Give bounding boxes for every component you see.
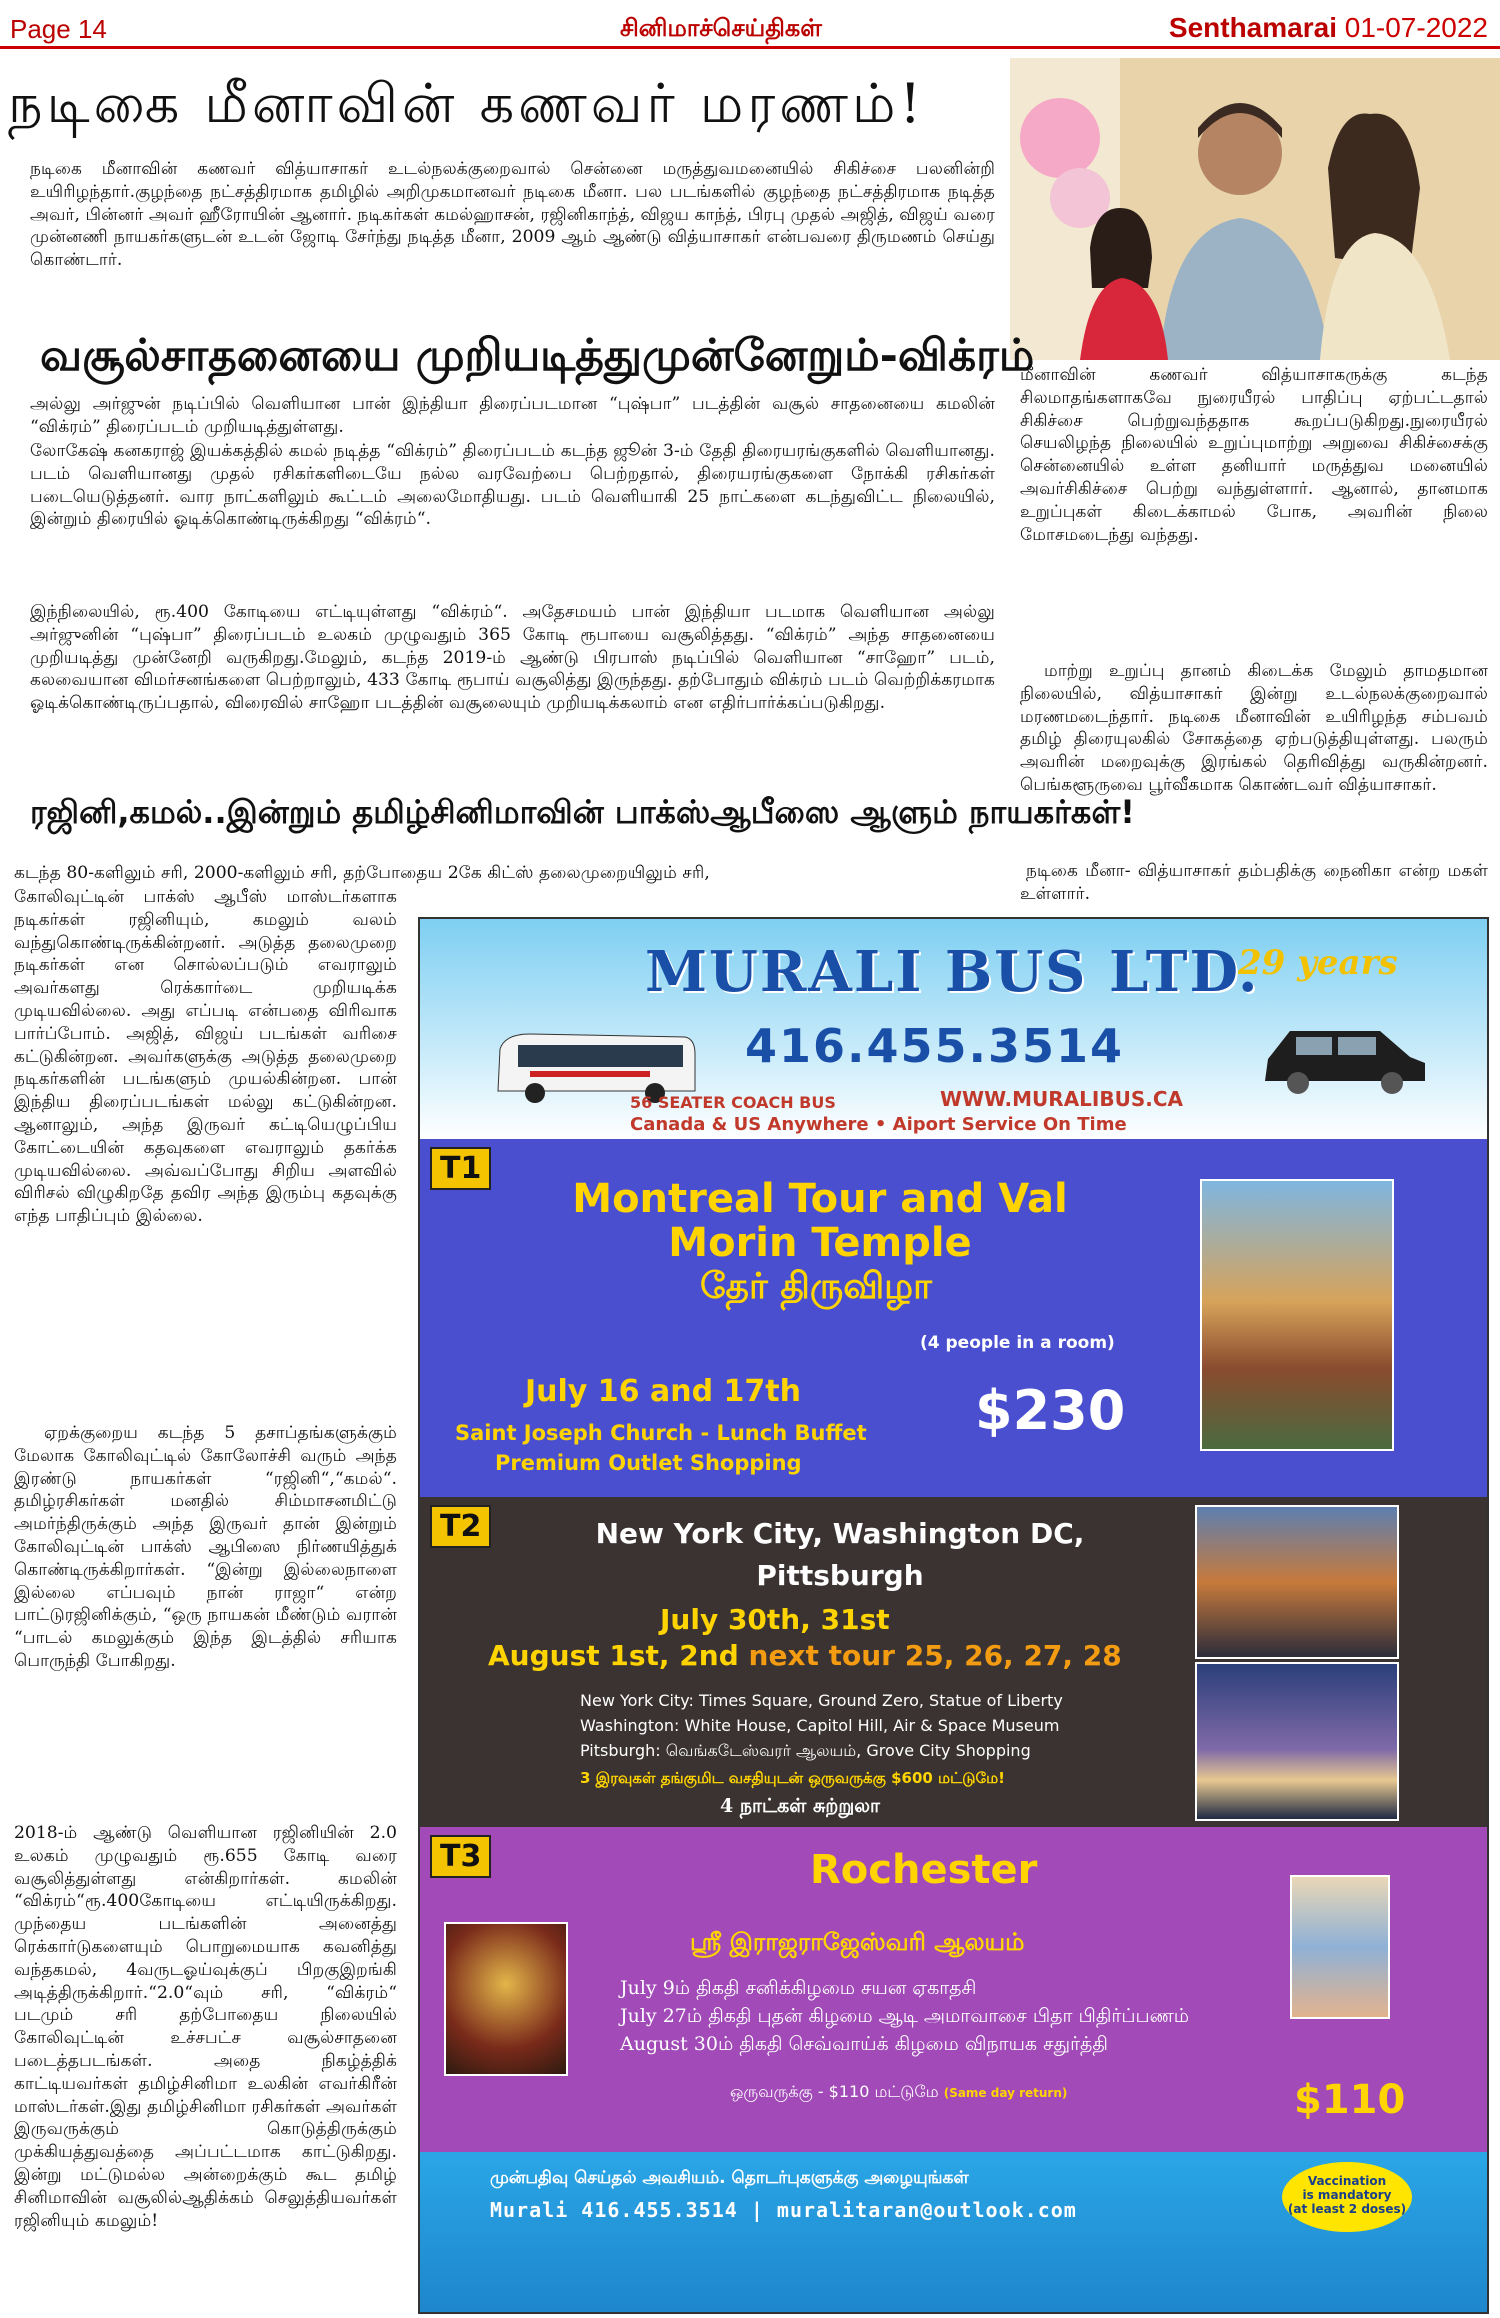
ad-footer (420, 2152, 1487, 2312)
t2-line5: 4 நாட்கள் சுற்றுலா (720, 1795, 880, 1817)
section-title: சினிமாச்செய்திகள் (620, 14, 822, 42)
vaccine-line1: Vaccination (1307, 2174, 1387, 2188)
t2-line1: New York City: Times Square, Ground Zero, Statue of Liberty (580, 1691, 1063, 1710)
shiva-photo (1290, 1875, 1390, 2019)
issue-date: 01-07-2022 (1344, 12, 1488, 43)
tag-t3: T3 (430, 1835, 491, 1878)
t1-line1: Saint Joseph Church - Lunch Buffet (455, 1421, 867, 1445)
vaccine-line2: is mandatory (1302, 2188, 1392, 2202)
page-header (0, 10, 1500, 49)
t1-title: Montreal Tour and Val Morin Temple (572, 1176, 1068, 1266)
article1-title: நடிகை மீனாவின் கணவர் மரணம்! (8, 72, 926, 135)
article3-col1: கோலிவுட்டின் பாக்ஸ் ஆபீஸ் மாஸ்டர்களாக நடிகர்கள் ரஜினியும், கமலும் வலம் வந்துகொண்டிருக்கின்றனர். அடுத்த தலைமுறை நடிகர்கள் என சொல்லப்படும் எவராலும் அவர்களது ரெக்கார்டை முறியடிக்க முடியவில்லை. அது எப்படி என்பதை விரிவாக பார்ப்போம். அஜித், விஜய் படங்கள் வரிசை கட்டுகின்றன. அவர்களுக்கு அடுத்த தலைமுறை நடிகர்களின் படங்களும் முயல்கின்றன. பான் இந்திய திரைப்படங்கள் மல்லு கட்டுகின்றன. ஆனாலும், அந்த இருவர் கட்டியெழுப்பிய கோட்டையின் கதவுகளை எவராலும் தகர்க்க முடியவில்லை. அவ்வப்போது சிறிய அளவில் விரிசல் விழுகிறதே தவிர அந்த இரும்பு கதவுக்கு எந்த பாதிப்பும் இல்லை. (14, 887, 397, 1227)
service-line: Canada & US Anywhere • Aiport Service On Time (630, 1114, 1127, 1135)
article2-para1: அல்லு அர்ஜுன் நடிப்பில் வெளியான பான் இந்தியா திரைப்படமான “புஷ்பா” படத்தின் வசூல் சாதனையை கமலின் “விக்ரம்” திரைப்படம் முறியடித்துள்ளது. (30, 394, 995, 437)
article3-col2: ஏறக்குறைய கடந்த 5 தசாப்தங்களுக்கும் மேலாக கோலிவுட்டில் கோலோச்சி வரும் அந்த இரண்டு நாயகர்கள் “ரஜினி“,“கமல்“. தமிழ்ரசிகர்கள் மனதில் சிம்மாசனமிட்டு அமர்ந்திருக்கும் அந்த இருவர் தான் இன்றும் கோலிவுட்டின் பாக்ஸ் ஆபிஸை நிர்ணயித்துக் கொண்டிருக்கிறார்கள். “இன்று இல்லைநாளை இல்லை எப்பவும் நான் ராஜா“ என்ற பாட்டுரஜினிக்கும், “ஒரு நாயகன் மீண்டும் வரான் “பாடல் கமலுக்கும் இந்த இடத்தில் சரியாக பொருந்தி போகிறது. (14, 1423, 397, 1671)
capitol-hill-photo (1195, 1662, 1399, 1821)
t3-date2: July 27ம் திகதி புதன் கிழமை ஆடி அமாவாசை பிதா பிதிர்ப்பணம் (620, 2005, 1190, 2027)
times-square-photo (1195, 1505, 1399, 1659)
years-badge: 29 years (1238, 943, 1398, 983)
booking-note: முன்பதிவு செய்தல் அவசியம். தொடர்புகளுக்கு அழையுங்கள் (490, 2168, 969, 2188)
t2-dates2-main: August 1st, 2nd (488, 1639, 739, 1672)
article3-lead: கடந்த 80-களிலும் சரி, 2000-களிலும் சரி, தற்போதைய 2கே கிட்ஸ் தலைமுறையிலும் சரி, (14, 863, 710, 883)
vaccine-line3: (at least 2 doses) (1287, 2202, 1407, 2216)
t3-title: Rochester (810, 1847, 1038, 1893)
t2-next-tour: next tour 25, 26, 27, 28 (738, 1639, 1122, 1672)
tour-t1 (420, 1139, 1487, 1497)
website: WWW.MURALIBUS.CA (940, 1087, 1183, 1111)
t3-temple: ஸ்ரீ இராஜராஜேஸ்வரி ஆலயம் (690, 1927, 1025, 1956)
tour-t3 (420, 1827, 1487, 2152)
article2-para2: லோகேஷ் கனகராஜ் இயக்கத்தில் கமல் நடித்த “விக்ரம்” திரைப்படம் கடந்த ஜூன் 3-ம் தேதி திரையரங்குகளில் வெளியானது. படம் வெளியானது முதல் ரசிகர்களிடையே நல்ல வரவேற்பை பெற்றதால், திரையரங்குகளை நோக்கி ரசிகர்கள் படையெடுத்தனர். வார நாட்களிலும் கூட்டம் அலைமோதியது. படம் வெளியாகி 25 நாட்களை கடந்துவிட்ட நிலையில், இன்றும் திரையில் ஓடிக்கொண்டிருக்கிறது “விக்ரம்“. (30, 441, 995, 530)
t3-per-text: ஒருவருக்கு - $110 மட்டுமே (730, 2082, 939, 2101)
masthead: Senthamarai (1168, 12, 1337, 43)
t3-same-day: (Same day return) (943, 2086, 1068, 2100)
article2-title: வசூல்சாதனையை முறியடித்துமுன்னேறும்-விக்ரம் (40, 330, 1035, 381)
tag-t1: T1 (430, 1147, 491, 1190)
t3-date3: August 30ம் திகதி செவ்வாய்க் கிழமை விநாயக சதுர்த்தி (620, 2033, 1108, 2055)
t3-date1: July 9ம் திகதி சனிக்கிழமை சயன ஏகாதசி (620, 1977, 977, 1999)
contact-line: Murali 416.455.3514 | muralitaran@outlook.com (490, 2198, 1077, 2222)
t1-line2: Premium Outlet Shopping (495, 1451, 802, 1475)
t1-room-note: (4 people in a room) (920, 1333, 1115, 1353)
suv-image (1260, 1019, 1430, 1103)
t1-price: $230 (975, 1379, 1126, 1442)
article1-side-text2: மாற்று உறுப்பு தானம் கிடைக்க மேலும் தாமதமான நிலையில், வித்யாசாகர் இன்று உடல்நலக்குறைவால் மரணமடைந்தார். நடிகை மீனாவின் உயிரிழந்த சம்பவம் தமிழ் திரையுலகில் சோகத்தை ஏற்படுத்தியுள்ளது. பலரும் அவரின் மறைவுக்கு இரங்கல் தெரிவித்து வருகின்றனர். பெங்களூருவை பூர்வீகமாக கொண்டவர் வித்யாசாகர். (1020, 661, 1488, 795)
chariot-festival-photo (1200, 1179, 1394, 1451)
article3-col3: 2018-ம் ஆண்டு வெளியான ரஜினியின் 2.0 உலகம் முழுவதும் ரூ.655 கோடி வரை வசூலித்துள்ளது என்கிறார்கள். கமலின் “விக்ரம்“ரூ.400கோடியை எட்டியிருக்கிறது. முந்தைய படங்களின் அனைத்து ரெக்கார்டுகளையும் பொறுமையாக கவனித்து வந்தகமல், 4வருடஓய்வுக்குப் பிறகுஇறங்கி அடித்திருக்கிறார்.“2.0“வும் சரி, “விக்ரம்“ படமும் சரி தற்போதைய நிலையில் கோலிவுட்டின் உச்சபட்ச வசூல்சாதனை படைத்தபடங்கள். அதை நிகழ்த்திக் காட்டியவர்கள் தமிழ்சினிமா உலகின் எவர்கிரீன் மாஸ்டர்கள்.இது தமிழ்சினிமா ரசிகர்கள் அவர்கள் இருவருக்கும் கொடுத்திருக்கும் முக்கியத்துவத்தை அப்பட்டமாக காட்டுகிறது. இன்று மட்டுமல்ல அன்றைக்கும் கூட தமிழ் சினிமாவின் வசூலில்ஆதிக்கம் செலுத்தியவர்கள் ரஜினியும் கமலும்! (14, 1823, 397, 2231)
t2-line4: 3 இரவுகள் தங்குமிட வசதியுடன் ஒருவருக்கு $600 மட்டுமே! (580, 1769, 1006, 1787)
ad-header (420, 919, 1487, 1139)
masthead-date (1169, 12, 1488, 44)
t1-tamil-festival: தேர் திருவிழா (700, 1265, 932, 1307)
murali-bus-advertisement (418, 917, 1489, 2314)
t2-dates1: July 30th, 31st (660, 1603, 890, 1636)
company-name: MURALI BUS LTD. (645, 939, 1260, 1005)
t2-title: New York City, Washington DC, Pittsburgh (595, 1517, 1085, 1592)
tag-t2: T2 (430, 1505, 491, 1548)
article1-side-text: மீனாவின் கணவர் வித்யாசாகருக்கு கடந்த சிலமாதங்களாகவே நுரையீரல் பாதிப்பு ஏற்பட்டதால் சிகிச்சை பெற்றுவந்ததாக கூறப்படுகிறது.நுரையீரல் செயலிழந்த நிலையில் உறுப்புமாற்று அறுவை சிகிச்சைக்கு சென்னையில் உள்ள தனியார் மருத்துவ மனையில் அவர்சிகிச்சை பெற்று வந்துள்ளார். ஆனால், தானமாக உறுப்புகள் கிடைக்காமல் போக, அவரின் நிலை மோசமடைந்து வந்தது. (1020, 365, 1488, 545)
article2-para3: இந்நிலையில், ரூ.400 கோடியை எட்டியுள்ளது “விக்ரம்“. அதேசமயம் பான் இந்தியா படமாக வெளியான அல்லு அர்ஜுனின் “புஷ்பா” திரைப்படம் உலகம் முழுவதும் 365 கோடி ரூபாயை வசூலித்தது. “விக்ரம்” அந்த சாதனையை முறியடித்து முன்னேறி வருகிறது.மேலும், கடந்த 2019-ம் ஆண்டு பிரபாஸ் நடிப்பில் வெளியான “சாஹோ” படம், கலவையான விமர்சனங்களை பெற்றாலும், 433 கோடி ரூபாய் வசூலித்து இருந்தது. தற்போதும் விக்ரம் படம் வெற்றிக்கரமாக ஓடிக்கொண்டிருப்பதால், விரைவில் சாஹோ படத்தின் வசூலையும் முறியடிக்கலாம் என எதிர்பார்க்கப்படுகிறது. (30, 602, 995, 714)
article3-title: ரஜினி,கமல்..இன்றும் தமிழ்சினிமாவின் பாக்ஸ்ஆபீஸை ஆளும் நாயகர்கள்! (30, 793, 1135, 831)
article1-body: நடிகை மீனாவின் கணவர் வித்யாசாகர் உடல்நலக்குறைவால் சென்னை மருத்துவமனையில் சிகிச்சை பலனின்றி உயிரிழந்தார்.குழந்தை நட்சத்திரமாக தமிழில் அறிமுகமானவர் நடிகை மீனா. பல படங்களில் குழந்தை நட்சத்திரமாக நடித்த அவர், பின்னர் அவர் ஹீரோயின் ஆனார். நடிகர்கள் கமல்ஹாசன், ரஜினிகாந்த், விஜய காந்த், பிரபு முதல் அஜித், விஜய் வரை முன்னணி நாயகர்களுடன் உடன் ஜோடி சேர்ந்து நடித்த மீனா, 2009 ஆம் ஆண்டு வித்யாசாகர் என்பவரை திருமணம் செய்து கொண்டார். (30, 159, 995, 271)
couple-family-photo (1010, 58, 1500, 360)
t3-price: $110 (1294, 2077, 1406, 2123)
t2-line3: Pitsburgh: வெங்கடேஸ்வரர் ஆலயம், Grove City Shopping (580, 1741, 1031, 1760)
coach-capacity: 56 SEATER COACH BUS (630, 1093, 836, 1112)
phone-number: 416.455.3514 (745, 1019, 1125, 1073)
goddess-idol-photo (444, 1922, 568, 2076)
t2-dates2 (488, 1639, 1122, 1672)
t3-per-person (730, 2082, 1067, 2103)
page-number: Page 14 (10, 14, 107, 44)
tour-t2 (420, 1497, 1487, 1827)
t1-dates: July 16 and 17th (525, 1374, 801, 1409)
t2-line2: Washington: White House, Capitol Hill, Air & Space Museum (580, 1716, 1060, 1735)
article1-side-text3: நடிகை மீனா- வித்யாசாகர் தம்பதிக்கு நைனிகா என்ற மகள் உள்ளார். (1020, 861, 1488, 904)
vaccination-badge (1282, 2162, 1412, 2232)
